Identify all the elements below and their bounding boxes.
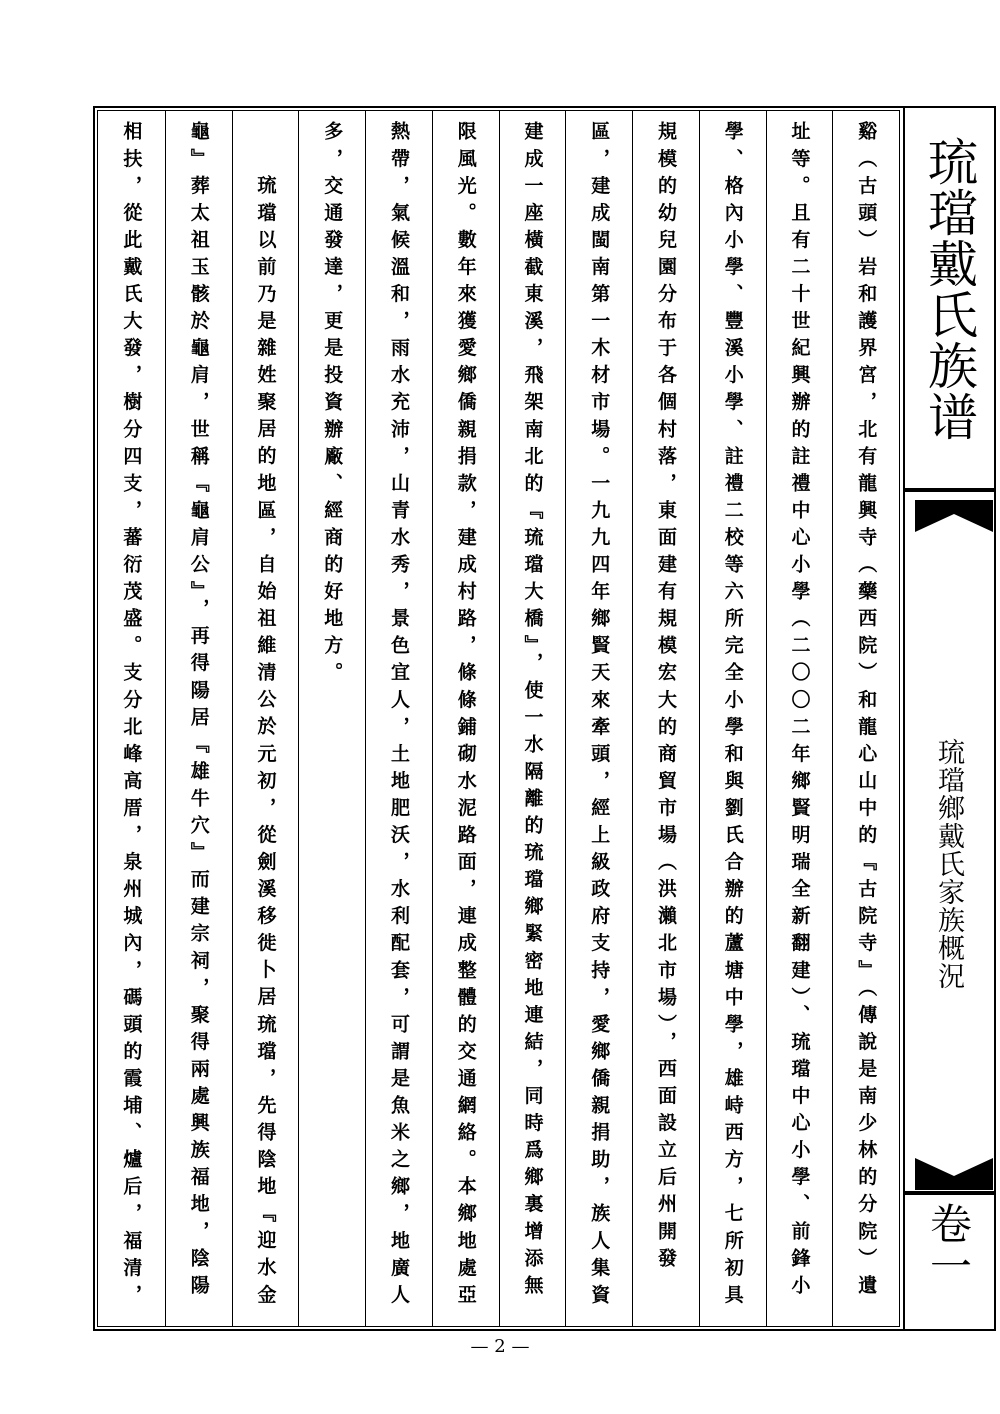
column-text: 學、格內小學、豐溪小學、註禮二校等六所完全小學和與劉氏合辦的蘆塘中學，雄峙西方，七所初具 — [721, 121, 744, 1312]
spine-divider-top — [905, 488, 994, 492]
text-column — [98, 111, 165, 1326]
chapter-title: 琉璫鄉戴氏家族概況 — [933, 738, 964, 990]
column-text: 谿（古頭）岩和護界宮，北有龍興寺（藥西院）和龍心山中的『古院寺』（傳說是南少林的分院）遺 — [855, 121, 878, 1302]
text-column — [499, 111, 566, 1326]
column-text: 建成一座橫截東溪，飛架南北的『琉璫大橋』，使一水隔離的琉璫鄉緊密地連結，同時爲鄉裏增添無 — [521, 121, 544, 1302]
spine-divider-bottom — [905, 1191, 994, 1195]
column-text: 規模的幼兒園分布于各個村落，東面建有規模宏大的商貿市場（洪瀨北市場），西面設立后州開發 — [655, 121, 677, 1275]
text-column — [432, 111, 499, 1326]
page-number: — 2 — — [470, 1336, 530, 1357]
text-column — [766, 111, 833, 1326]
chevron-up-icon — [915, 1158, 993, 1190]
text-column — [632, 111, 699, 1326]
column-text: 熱帶，氣候溫和，雨水充沛，山青水秀，景色宜人，土地肥沃，水利配套，可謂是魚米之鄉，地廣人 — [388, 121, 410, 1312]
column-text: 區，建成閩南第一木材市場。一九九四年鄉賢天來牽頭，經上級政府支持，愛鄉僑親捐助，族人集資 — [588, 121, 611, 1312]
text-column — [699, 111, 766, 1326]
book-spine — [903, 108, 994, 1329]
text-columns — [98, 111, 899, 1326]
text-column — [365, 111, 432, 1326]
text-column — [165, 111, 232, 1326]
column-text: 相扶，從此戴氏大發，樹分四支，蕃衍茂盛。支分北峰高厝，泉州城內，碼頭的霞埔、爐后，福清， — [120, 121, 143, 1312]
volume-label: 卷一 — [924, 1202, 973, 1286]
text-column — [565, 111, 632, 1326]
text-column — [232, 111, 299, 1326]
text-column — [298, 111, 365, 1326]
column-text: 龜』葬太祖玉骸於龜肩，世稱『龜肩公』，再得陽居『雄牛穴』而建宗祠，聚得兩處興族福地，陰陽 — [187, 121, 210, 1302]
column-text-paragraph-start: 琉璫以前乃是雜姓聚居的地區，自始祖維清公於元初，從劍溪移徙卜居琉璫，先得陰地『迎水金 — [254, 175, 277, 1312]
column-text: 多，交通發達，更是投資辦廠、經商的好地方。 — [321, 121, 344, 690]
book-title: 琉璫戴氏族谱 — [920, 136, 978, 442]
chevron-down-icon — [915, 500, 993, 532]
column-text: 址等。且有二十世紀興辦的註禮中心小學（二〇〇二年鄉賢明瑞全新翻建）、琉璫中心小學、前鋒小 — [788, 121, 811, 1302]
text-column — [832, 111, 899, 1326]
column-text: 限風光。數年來獲愛鄉僑親捐款，建成村路，條條鋪砌水泥路面，連成整體的交通網絡。本鄉地處亞 — [454, 121, 477, 1312]
